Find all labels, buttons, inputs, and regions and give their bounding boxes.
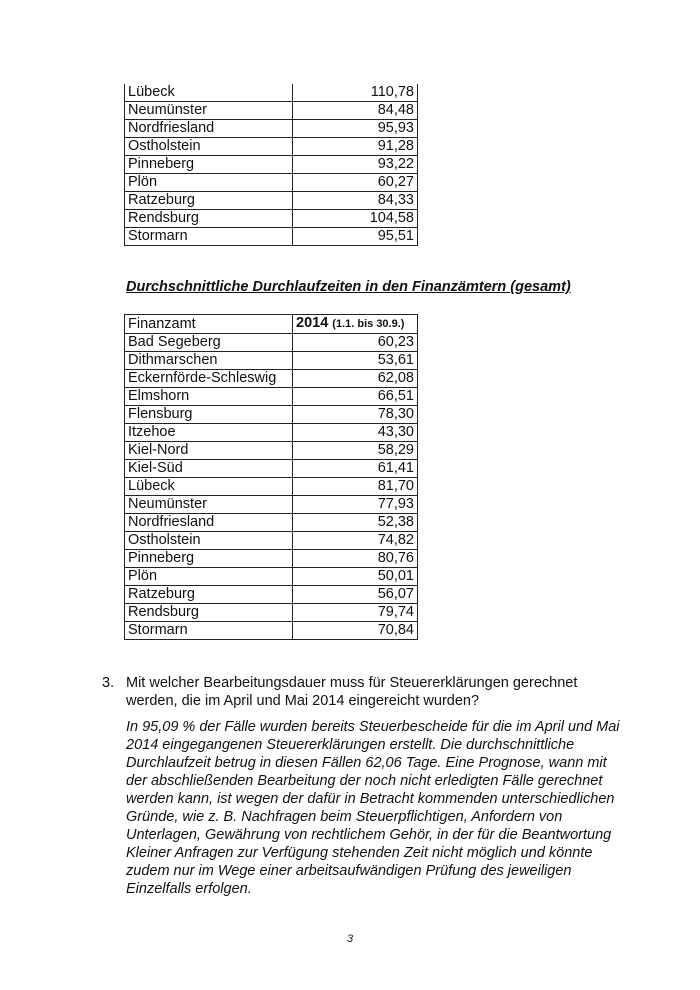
finanzamt-name: Elmshorn: [125, 388, 293, 406]
durchlaufzeit-value: 77,93: [293, 496, 418, 514]
finanzamt-name: Lübeck: [125, 84, 293, 102]
table-row: [125, 120, 418, 138]
finanzamt-name: Nordfriesland: [125, 120, 293, 138]
finanzamt-name: Rendsburg: [125, 210, 293, 228]
finanzamt-name: Eckernförde-Schleswig: [125, 370, 293, 388]
durchlaufzeit-value: 58,29: [293, 442, 418, 460]
durchlaufzeit-value: 60,23: [293, 334, 418, 352]
table-row: [125, 550, 418, 568]
durchlaufzeit-value: 62,08: [293, 370, 418, 388]
finanzamt-name: Plön: [125, 174, 293, 192]
finanzamt-name: Nordfriesland: [125, 514, 293, 532]
table-row: [125, 604, 418, 622]
table-row: [125, 424, 418, 442]
section-heading: Durchschnittliche Durchlaufzeiten in den Finanzämtern (gesamt): [126, 279, 571, 295]
durchlaufzeit-value: 110,78: [293, 84, 418, 102]
table-row: [125, 406, 418, 424]
finanzamt-name: Itzehoe: [125, 424, 293, 442]
finanzamt-name: Neumünster: [125, 496, 293, 514]
durchlaufzeit-value: 81,70: [293, 478, 418, 496]
table-row: [125, 102, 418, 120]
finanzamt-name: Stormarn: [125, 228, 293, 246]
finanzamt-name: Stormarn: [125, 622, 293, 640]
table-row: [125, 174, 418, 192]
finanzamt-name: Kiel-Nord: [125, 442, 293, 460]
table-row: [125, 532, 418, 550]
question-text: Mit welcher Bearbeitungsdauer muss für Steuererklärungen gerechnet werden, die im April und Mai 2014 eingereicht wurden?: [126, 675, 578, 709]
finanzamt-name: Kiel-Süd: [125, 460, 293, 478]
table-row: [125, 192, 418, 210]
durchlaufzeit-value: 60,27: [293, 174, 418, 192]
table-row: [125, 496, 418, 514]
table-continued: [124, 84, 418, 246]
table-row: [125, 460, 418, 478]
durchlaufzeit-value: 52,38: [293, 514, 418, 532]
table-continued-body: [125, 84, 418, 246]
table-throughput-total-body: [125, 315, 418, 640]
durchlaufzeit-value: 53,61: [293, 352, 418, 370]
question-number: 3.: [102, 675, 115, 691]
finanzamt-name: Bad Segeberg: [125, 334, 293, 352]
table-row: [125, 568, 418, 586]
finanzamt-name: Pinneberg: [125, 550, 293, 568]
finanzamt-name: Flensburg: [125, 406, 293, 424]
table-header-row: [125, 315, 418, 334]
page-number: 3: [346, 933, 354, 945]
table-throughput-total: [124, 314, 418, 640]
durchlaufzeit-value: 104,58: [293, 210, 418, 228]
table-row: [125, 84, 418, 102]
durchlaufzeit-value: 74,82: [293, 532, 418, 550]
table-row: [125, 478, 418, 496]
table-row: [125, 442, 418, 460]
table-row: [125, 334, 418, 352]
table-row: [125, 388, 418, 406]
finanzamt-name: Dithmarschen: [125, 352, 293, 370]
table-row: [125, 622, 418, 640]
finanzamt-name: Rendsburg: [125, 604, 293, 622]
durchlaufzeit-value: 43,30: [293, 424, 418, 442]
durchlaufzeit-value: 95,51: [293, 228, 418, 246]
finanzamt-name: Ratzeburg: [125, 192, 293, 210]
durchlaufzeit-value: 84,33: [293, 192, 418, 210]
table-row: [125, 138, 418, 156]
finanzamt-name: Ostholstein: [125, 138, 293, 156]
header-period: [293, 315, 418, 334]
durchlaufzeit-value: 61,41: [293, 460, 418, 478]
header-finanzamt: Finanzamt: [125, 315, 293, 334]
table-row: [125, 586, 418, 604]
finanzamt-name: Pinneberg: [125, 156, 293, 174]
table-row: [125, 156, 418, 174]
durchlaufzeit-value: 66,51: [293, 388, 418, 406]
answer-text: In 95,09 % der Fälle wurden bereits Steuerbescheide für die im April und Mai 2014 eingegangenen Steuererklärungen erstellt. Die durchschnittliche Durchlaufzeit betrug in diesen Fällen 62,06 Tage. Eine Prognose, wann mit der abschließenden Bearbeitung der noch nicht erledigten Fälle gerechnet werden kann, ist wegen der dafür in Betracht kommenden unterschiedlichen Gründe, wie z. B. Nachfragen beim Steuerpflichtigen, Anfordern von Unterlagen, Gewährung von rechtlichem Gehör, in der für die Beantwortung Kleiner Anfragen zur Verfügung stehenden Zeit nicht möglich und könnte zudem nur im Wege einer arbeitsaufwändigen Prüfung des jeweiligen Einzelfalls erfolgen.: [126, 719, 620, 897]
table-row: [125, 352, 418, 370]
durchlaufzeit-value: 78,30: [293, 406, 418, 424]
header-period-range: (1.1. bis 30.9.): [332, 318, 405, 330]
table-row: [125, 370, 418, 388]
finanzamt-name: Ostholstein: [125, 532, 293, 550]
durchlaufzeit-value: 91,28: [293, 138, 418, 156]
finanzamt-name: Neumünster: [125, 102, 293, 120]
durchlaufzeit-value: 93,22: [293, 156, 418, 174]
durchlaufzeit-value: 95,93: [293, 120, 418, 138]
durchlaufzeit-value: 56,07: [293, 586, 418, 604]
finanzamt-name: Ratzeburg: [125, 586, 293, 604]
header-year: 2014: [296, 315, 329, 331]
durchlaufzeit-value: 50,01: [293, 568, 418, 586]
table-row: [125, 228, 418, 246]
durchlaufzeit-value: 84,48: [293, 102, 418, 120]
table-row: [125, 210, 418, 228]
table-row: [125, 514, 418, 532]
finanzamt-name: Lübeck: [125, 478, 293, 496]
durchlaufzeit-value: 79,74: [293, 604, 418, 622]
durchlaufzeit-value: 70,84: [293, 622, 418, 640]
finanzamt-name: Plön: [125, 568, 293, 586]
question-3: [102, 674, 582, 710]
durchlaufzeit-value: 80,76: [293, 550, 418, 568]
